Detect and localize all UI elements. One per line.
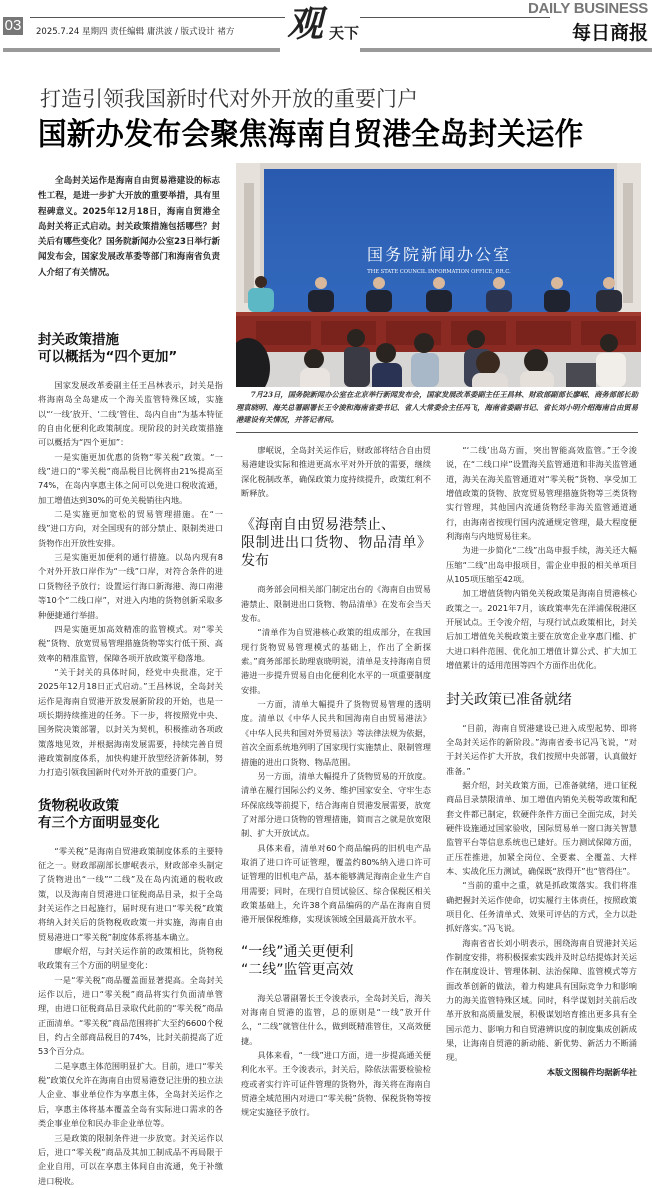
header-rule [360, 17, 550, 18]
body-paragraph: 四是实施更加高效精准的监管模式。对“零关税”货物、放宽贸易管理措施货物等实行低干预、高效率的精准监管，保障各项开放政策平稳落地。 [38, 623, 223, 663]
body-paragraph: 具体来看，清单对60个商品编码的旧机电产品取消了进口许可证管理，覆盖约80%纳入进口许可证管理的旧机电产品，基本能够满足海南企业生产自用需要；同时，在现行自贸试验区、综合保税区相关政策基础上，允许38个商品编码的产品在海南自贸港开展保税维修，实现该领域全国最高开放水平。 [241, 842, 431, 925]
press-conference-photo [236, 163, 641, 387]
body-paragraph: 加工增值货物内销免关税政策是海南自贸港核心政策之一。2021年7月，该政策率先在洋浦保税港区开展试点。王令浚介绍，与现行试点政策相比，封关后加工增值免关税政策主要在放宽企业享惠门槛、扩大进口料件范围、优化加工增值计算公式、扩大加工增值累计的适用范围等四个方面作出优化。 [446, 588, 637, 671]
body-paragraph: 二是实施更加宽松的贸易管理措施。在“一线”进口方向，对全国现有的部分禁止、限制类进口货物作出开放性安排。 [38, 509, 223, 548]
body-paragraph: 商务部会同相关部门制定出台的《海南自由贸易港禁止、限制进出口货物、物品清单》在发布会当天发布。 [241, 584, 431, 624]
section-heading [38, 798, 223, 832]
body-paragraph: 海关总署副署长王令浚表示，全岛封关后，海关对海南自贸港的监管，总的原则是“一线”放开什么，“二线”就管住什么，做到既精准管住，又高效便捷。 [241, 992, 431, 1046]
section-heading-line1: 《海南自由贸易港禁止、 [241, 517, 395, 534]
body-paragraph: 廖岷说，全岛封关运作后，财政部将结合自由贸易港建设实际和推进更高水平对外开放的需要，继续深化税制改革，确保政策力度持续提升，政策红利不断释放。 [241, 445, 431, 499]
body-paragraph: 三是政策的限制条件进一步放宽。封关运作以后，进口“零关税”商品及其加工制成品不再局限于企业自用，可以在享惠主体间自由流通，免于补缴进口税收。 [38, 1132, 223, 1186]
photo-caption: 7月23日，国务院新闻办公室在北京举行新闻发布会，国家发展改革委副主任王昌林、财政部副部长廖岷、商务部部长助理袁晓明、海关总署副署长王令浚和海南省委书记、省人大常委会主任冯飞，海南省委副书记、省长刘小明介绍海南自由贸易港建设有关情况，并答记者问。 [236, 390, 638, 424]
column-3 [446, 443, 637, 1079]
body-paragraph: 具体来看，“一线”进口方面，进一步提高通关便利化水平。王令浚表示，封关后，除依法需要检验检疫或者实行许可证件管理的货物外，海关将在海南自贸港全域范围内对进口“零关税”货物、保税货物等按规定实施径予放行。 [241, 1050, 431, 1118]
section-heading [446, 691, 637, 709]
section-heading-line1: 封关政策已准备就绪 [446, 691, 572, 708]
body-paragraph: 据介绍，封关政策方面，已准备就绪，进口征税商品目录禁限清单、加工增值内销免关税等政策和配套文件都已制定，软硬件条件方面已全面完成，封关硬件设施通过国家验收，国际贸易单一窗口海关智慧监管平台等信息系统也已建好。压力测试保障方面，正压茬推进，加紧全岗位、全要素、全覆盖、大样本、实战化压力测试，确保既“放得开”也“管得住”。 [446, 779, 637, 876]
header-rule [30, 17, 285, 18]
section-heading-line2: 限制进出口货物、物品清单》发布 [241, 535, 431, 570]
brand-chinese: 每日商报 [571, 22, 648, 44]
caption-divider [236, 432, 638, 433]
body-paragraph: 一是“零关税”商品覆盖面显著提高。全岛封关运作以后，进口“零关税”商品将实行负面清单管理，由进口征税商品目录取代此前的“零关税”商品正面清单。“零关税”商品范围将扩大至约6600个税目，约占全部商品税目的74%，比封关前提高了近53个百分点。 [38, 974, 223, 1057]
section-logo: 观 [287, 3, 324, 45]
body-paragraph: 另一方面，清单大幅提升了货物贸易的开放度。清单在履行国际公约义务、维护国家安全、守牢生态环保底线等前提下，结合海南自贸港发展需要，放宽了对部分进口货物的管理措施，简而言之就是放宽限制、扩大开放试点。 [241, 770, 431, 839]
body-paragraph: 为进一步简化“二线”出岛申报手续，海关还大幅压缩“二线”出岛申报项目，需企业申报的相关单项目从105项压缩至42项。 [446, 545, 637, 585]
section-heading-line1: 封关政策措施 [38, 332, 119, 348]
photo-illustration [236, 163, 641, 387]
body-paragraph: 二是享惠主体范围明显扩大。目前，进口“零关税”政策仅允许在海南自由贸易港登记注册的独立法人企业、事业单位作为享惠主体，全岛封关运作之后，享惠主体将基本覆盖全岛有实际进口需求的各类企事业单位和民办非企业单位等。 [38, 1060, 223, 1129]
column-2 [241, 443, 431, 1120]
photo-backdrop-cn: 国务院新闻办公室 [366, 245, 512, 264]
brand-english: DAILY BUSINESS [527, 0, 648, 17]
body-paragraph: “清单作为自贸港核心政策的组成部分，在我国现行货物贸易管理模式的基础上，作出了全新探索。”商务部部长助理袁晓明说，清单是支持海南自贸港进一步提升贸易自由化便利化水平的一项重要制度安排。 [241, 627, 431, 695]
body-paragraph: 国家发展改革委副主任王昌林表示，封关是指将海南岛全岛建成一个海关监管特殊区域，实施以“‘一线’放开、‘二线’管住、岛内自由”为基本特征的自由化便利化政策制度。现阶段的封关政策措施可以概括为“四个更加”： [38, 380, 223, 448]
masthead [0, 0, 652, 52]
date-editor-line: 2025.7.24 星期四 责任编辑 庸洪波 / 版式设计 褚方 [36, 27, 235, 37]
body-paragraph: “零关税”是海南自贸港政策制度体系的主要特征之一。财政部副部长廖岷表示，财政部牵头制定了货物进出“一线”“二线”及在岛内流通的税收政策，以及海南自贸港进口征税商品目录，拟于全岛封关运作之日起施行，届时现有进口“零关税”政策将纳入封关后的货物税收政策一并实施，海南自由贸易港进口“零关税”制度体系将基本确立。 [38, 845, 223, 942]
article-credit: 本版文图稿件均据新华社 [546, 1066, 637, 1077]
section-heading [38, 332, 223, 366]
section-name: 天下 [329, 24, 360, 42]
body-paragraph: “当前的重中之重，就是抓政策落实。我们将准确把握封关运作使命，切实履行主体责任，按照政策项目化、任务清单式、效果可评估的方式，全力以赴抓好落实。”冯飞说。 [446, 880, 637, 934]
column-1 [38, 318, 223, 1188]
article-lede [38, 174, 220, 281]
header-rule [360, 48, 652, 52]
header-rule [3, 48, 280, 52]
body-paragraph: 一是实施更加优惠的货物“零关税”政策。“一线”进口的“零关税”商品税目比例将由21%提高至74%，在岛内享惠主体之间可以免进口税收流通，加工增值达到30%的可免关税销往内地。 [38, 451, 223, 505]
section-heading-line1: 货物税收政策 [38, 797, 119, 814]
body-paragraph: 一方面，清单大幅提升了货物贸易管理的透明度。清单以《中华人民共和国海南自由贸易港法》《中华人民共和国对外贸易法》等法律法规为依据，首次全面系统地列明了国家现行实施禁止、限制管理措施的进出口货物、物品范围。 [241, 699, 431, 767]
body-paragraph: “关于封关的具体时间，经党中央批准，定于2025年12月18日正式启动。”王昌林说，全岛封关运作是海南自贸港开放发展新阶段的开始，也是一项长期持续推进的任务。下一步，将按照党中央、国务院决策部署，以封关为契机，积极推动各项政策落地见效，并根据海南发展需要，持续完善自贸港政策制度体系，加快构建开放型经济新体制，努力打造引领我国新时代对外开放的重要门户。 [38, 666, 223, 778]
article-kicker: 打造引领我国新时代对外开放的重要门户 [40, 87, 418, 111]
section-heading-line2: “二线”监管更高效 [241, 961, 354, 978]
lede-paragraph: 全岛封关运作是海南自由贸易港建设的标志性工程，是进一步扩大开放的重要举措，具有里程碑意义。2025年12月18日，海南自贸港全岛封关将正式启动。封关政策措施包括哪些？封关后有哪些变化？国务院新闻办公室23日举行新闻发布会，国家发展改革委等部门和海南省负责人介绍了有关情况。 [38, 176, 220, 278]
article-headline: 国新办发布会聚焦海南自贸港全岛封关运作 [38, 116, 584, 153]
section-heading-line1: “一线”通关更便利 [241, 943, 354, 960]
section-heading [241, 516, 431, 570]
body-paragraph: “‘二线’出岛方面，突出智能高效监管。”王令浚说，在“二线口岸”设置海关监管通道和非海关监管通道，海关在海关监管通道对“零关税”货物、享受加工增值政策的货物、放宽贸易管理措施货物等三类货物实行管理，其他国内流通货物经非海关监管通道通行，由海南省按现行国内流通规定管理，最大程度便利海南与内地贸易往来。 [446, 445, 637, 542]
photo-backdrop-en: THE STATE COUNCIL INFORMATION OFFICE, P.R.C. [367, 269, 511, 275]
body-paragraph: 廖岷介绍，与封关运作前的政策相比，货物税收政策有三个方面的明显变化： [38, 946, 223, 971]
body-paragraph: “目前，海南自贸港建设已进入成型起势、即将全岛封关运作的新阶段。”海南省委书记冯飞说，“对于封关运作扩大开放，我们按照中央部署，认真做好准备。” [446, 722, 637, 776]
body-paragraph: 三是实施更加便利的通行措施。以岛内现有8个对外开放口岸作为“一线”口岸，对符合条件的进口货物径予放行；设置运行海口新海港、海口南港等10个“二线口岸”，对进入内地的货物创新采取多种便捷通行举措。 [38, 552, 223, 620]
body-paragraph: 海南省省长刘小明表示，围绕海南自贸港封关运作制度安排，将积极探索实践并及时总结提炼封关运作在制度设计、管理体制、法治保障、监管模式等方面改革创新的做法，着力构建具有国际竞争力和影响力的海关监管特殊区域。同时，科学谋划封关前后改革开放和高质量发展，积极谋划培育推出更多具有全国示范力、影响力和自贸港辨识度的制度集成创新成果，让海南自贸港的新动能、新优势、新活力不断涌现。 [446, 937, 637, 1063]
section-heading [241, 943, 431, 979]
section-heading-line2: 可以概括为“四个更加” [38, 349, 178, 365]
section-heading-line2: 有三个方面明显变化 [38, 814, 160, 831]
page-number: 03 [4, 17, 22, 34]
